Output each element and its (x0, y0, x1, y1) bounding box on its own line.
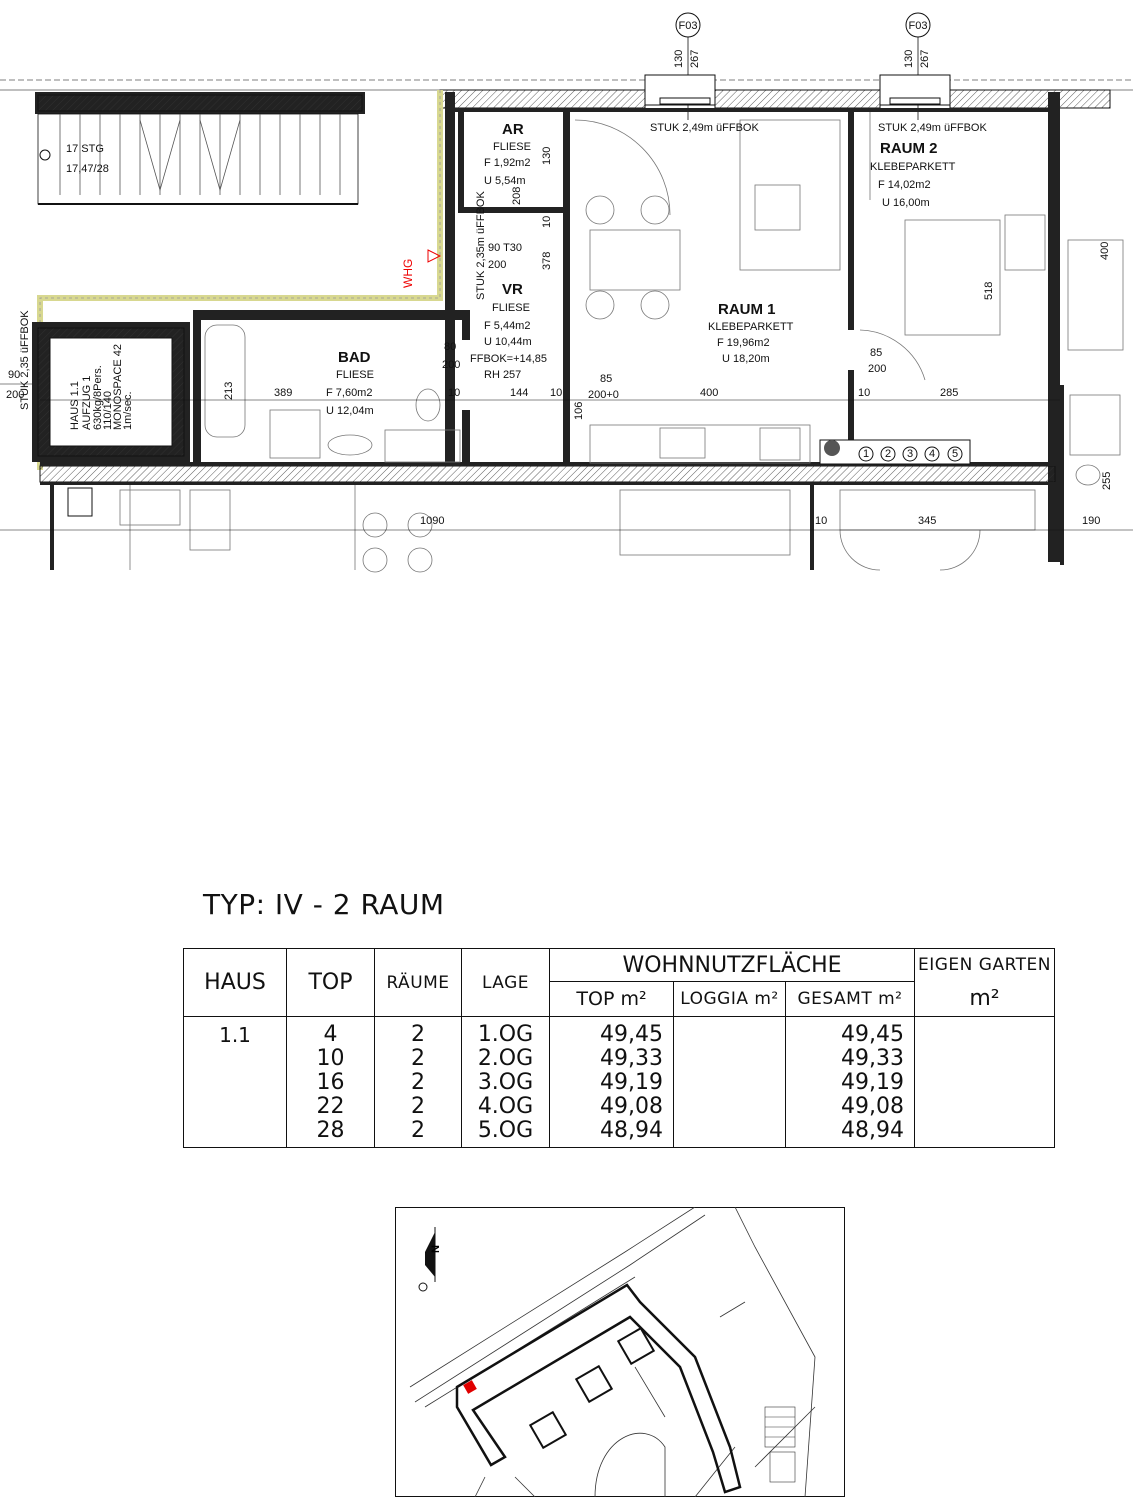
svg-text:5: 5 (952, 448, 959, 460)
staircase (38, 114, 358, 204)
cell-top-list: 4 10 16 22 28 (287, 1017, 375, 1148)
svg-text:17 STG: 17 STG (66, 143, 104, 155)
svg-text:90 T30: 90 T30 (488, 242, 523, 254)
svg-text:389: 389 (274, 387, 293, 399)
svg-text:200: 200 (442, 359, 461, 371)
svg-text:400: 400 (700, 387, 719, 399)
site-map (395, 1207, 845, 1497)
svg-text:144: 144 (510, 387, 529, 399)
svg-text:85: 85 (870, 347, 883, 359)
svg-text:F 19,96m2: F 19,96m2 (717, 337, 770, 349)
svg-text:RAUM 1: RAUM 1 (718, 301, 776, 318)
svg-text:RH 257: RH 257 (484, 369, 522, 381)
header-raeume: RÄUME (375, 949, 462, 1017)
svg-text:STUK 2,35m üFFBOK: STUK 2,35m üFFBOK (475, 191, 487, 300)
svg-text:285: 285 (940, 387, 959, 399)
svg-text:1: 1 (863, 448, 870, 460)
header-gesamt-m2: GESAMT m² (786, 982, 915, 1017)
svg-text:MONOSPACE 42: MONOSPACE 42 (112, 344, 124, 430)
svg-text:400: 400 (1099, 241, 1111, 260)
svg-text:10: 10 (858, 387, 871, 399)
svg-text:17,47/28: 17,47/28 (66, 163, 109, 175)
svg-text:4: 4 (929, 448, 936, 460)
svg-text:80: 80 (444, 341, 457, 353)
svg-text:F 1,92m2: F 1,92m2 (484, 157, 531, 169)
svg-text:130: 130 (673, 49, 685, 68)
svg-text:AR: AR (502, 121, 524, 138)
svg-text:U 12,04m: U 12,04m (326, 405, 374, 417)
svg-text:255: 255 (1101, 471, 1113, 490)
svg-text:U 10,44m: U 10,44m (484, 336, 532, 348)
header-wohnnutzflaeche: WOHNNUTZFLÄCHE (550, 949, 915, 982)
header-eigengarten-unit: m² (915, 982, 1055, 1017)
svg-text:630kg/8Pers.: 630kg/8Pers. (92, 365, 104, 430)
svg-text:U 18,20m: U 18,20m (722, 353, 770, 365)
room-raum-1 (708, 301, 794, 365)
utility-meters (820, 440, 970, 464)
svg-text:208: 208 (511, 186, 523, 205)
svg-text:STUK 2,49m üFFBOK: STUK 2,49m üFFBOK (650, 122, 759, 134)
svg-text:N: N (430, 1245, 442, 1253)
svg-text:1m/sec.: 1m/sec. (122, 391, 134, 430)
svg-text:2: 2 (885, 448, 892, 460)
svg-text:U 16,00m: U 16,00m (882, 197, 930, 209)
svg-text:HAUS 1.1: HAUS 1.1 (69, 381, 81, 430)
apartment-type-title: TYP: IV - 2 RAUM (203, 888, 445, 921)
svg-text:AUFZUG 1: AUFZUG 1 (81, 375, 93, 430)
svg-text:F 7,60m2: F 7,60m2 (326, 387, 373, 399)
svg-text:267: 267 (689, 49, 701, 68)
cell-top-m2-list: 49,45 49,33 49,19 49,08 48,94 (550, 1017, 674, 1148)
header-loggia-m2: LOGGIA m² (674, 982, 786, 1017)
whg-label: WHG (401, 258, 415, 288)
cell-lage-list: 1.OG 2.OG 3.OG 4.OG 5.OG (462, 1017, 550, 1148)
svg-text:190: 190 (1082, 515, 1101, 527)
svg-text:130: 130 (541, 146, 553, 165)
header-haus: HAUS (184, 949, 287, 1017)
svg-text:U 5,54m: U 5,54m (484, 175, 526, 187)
svg-text:STUK 2,49m üFFBOK: STUK 2,49m üFFBOK (878, 122, 987, 134)
svg-text:85: 85 (600, 373, 613, 385)
svg-text:90: 90 (8, 369, 21, 381)
svg-text:378: 378 (541, 251, 553, 270)
exterior-wall-top (440, 90, 645, 108)
header-top-m2: TOP m² (550, 982, 674, 1017)
svg-text:110/140: 110/140 (102, 391, 114, 430)
svg-text:F03: F03 (908, 20, 928, 32)
svg-text:213: 213 (223, 381, 235, 400)
svg-text:200+0: 200+0 (588, 389, 619, 401)
svg-text:KLEBEPARKETT: KLEBEPARKETT (870, 161, 956, 173)
room-raum-2 (870, 140, 956, 209)
table-row (184, 1017, 1055, 1148)
svg-text:518: 518 (983, 281, 995, 300)
cell-eigengarten (915, 1017, 1055, 1148)
room-ar (484, 121, 531, 187)
cell-loggia-list (674, 1017, 786, 1148)
area-table (183, 948, 1055, 1148)
elevator (32, 322, 190, 462)
svg-text:BAD: BAD (338, 349, 371, 366)
svg-text:FLIESE: FLIESE (336, 369, 374, 381)
svg-text:STUK 2,35 üFFBOK: STUK 2,35 üFFBOK (19, 310, 31, 410)
cell-raeume-list: 2 2 2 2 2 (375, 1017, 462, 1148)
svg-text:FLIESE: FLIESE (493, 141, 531, 153)
svg-text:130: 130 (903, 49, 915, 68)
svg-text:200: 200 (868, 363, 887, 375)
svg-text:106: 106 (573, 401, 585, 420)
corridor-wall (40, 466, 1055, 482)
svg-text:10: 10 (815, 515, 828, 527)
svg-text:FFBOK=+14,85: FFBOK=+14,85 (470, 353, 548, 365)
room-bad (326, 349, 374, 417)
svg-text:1090: 1090 (420, 515, 445, 527)
svg-text:F 14,02m2: F 14,02m2 (878, 179, 931, 191)
header-eigengarten: EIGEN GARTEN (915, 949, 1055, 982)
svg-text:200: 200 (488, 259, 507, 271)
svg-text:KLEBEPARKETT: KLEBEPARKETT (708, 321, 794, 333)
header-top: TOP (287, 949, 375, 1017)
svg-text:345: 345 (918, 515, 937, 527)
svg-text:F 5,44m2: F 5,44m2 (484, 320, 531, 332)
floor-plan (0, 0, 1133, 575)
svg-text:10: 10 (550, 387, 563, 399)
svg-text:FLIESE: FLIESE (492, 302, 530, 314)
svg-text:RAUM 2: RAUM 2 (880, 140, 938, 157)
svg-text:200: 200 (6, 389, 25, 401)
cell-haus: 1.1 (184, 1017, 287, 1148)
svg-text:10: 10 (541, 215, 553, 228)
svg-text:3: 3 (907, 448, 914, 460)
svg-text:10: 10 (448, 387, 461, 399)
svg-text:VR: VR (502, 281, 523, 298)
header-lage: LAGE (462, 949, 550, 1017)
svg-text:F03: F03 (678, 20, 698, 32)
cell-gesamt-list: 49,45 49,33 49,19 49,08 48,94 (786, 1017, 915, 1148)
svg-text:267: 267 (919, 49, 931, 68)
